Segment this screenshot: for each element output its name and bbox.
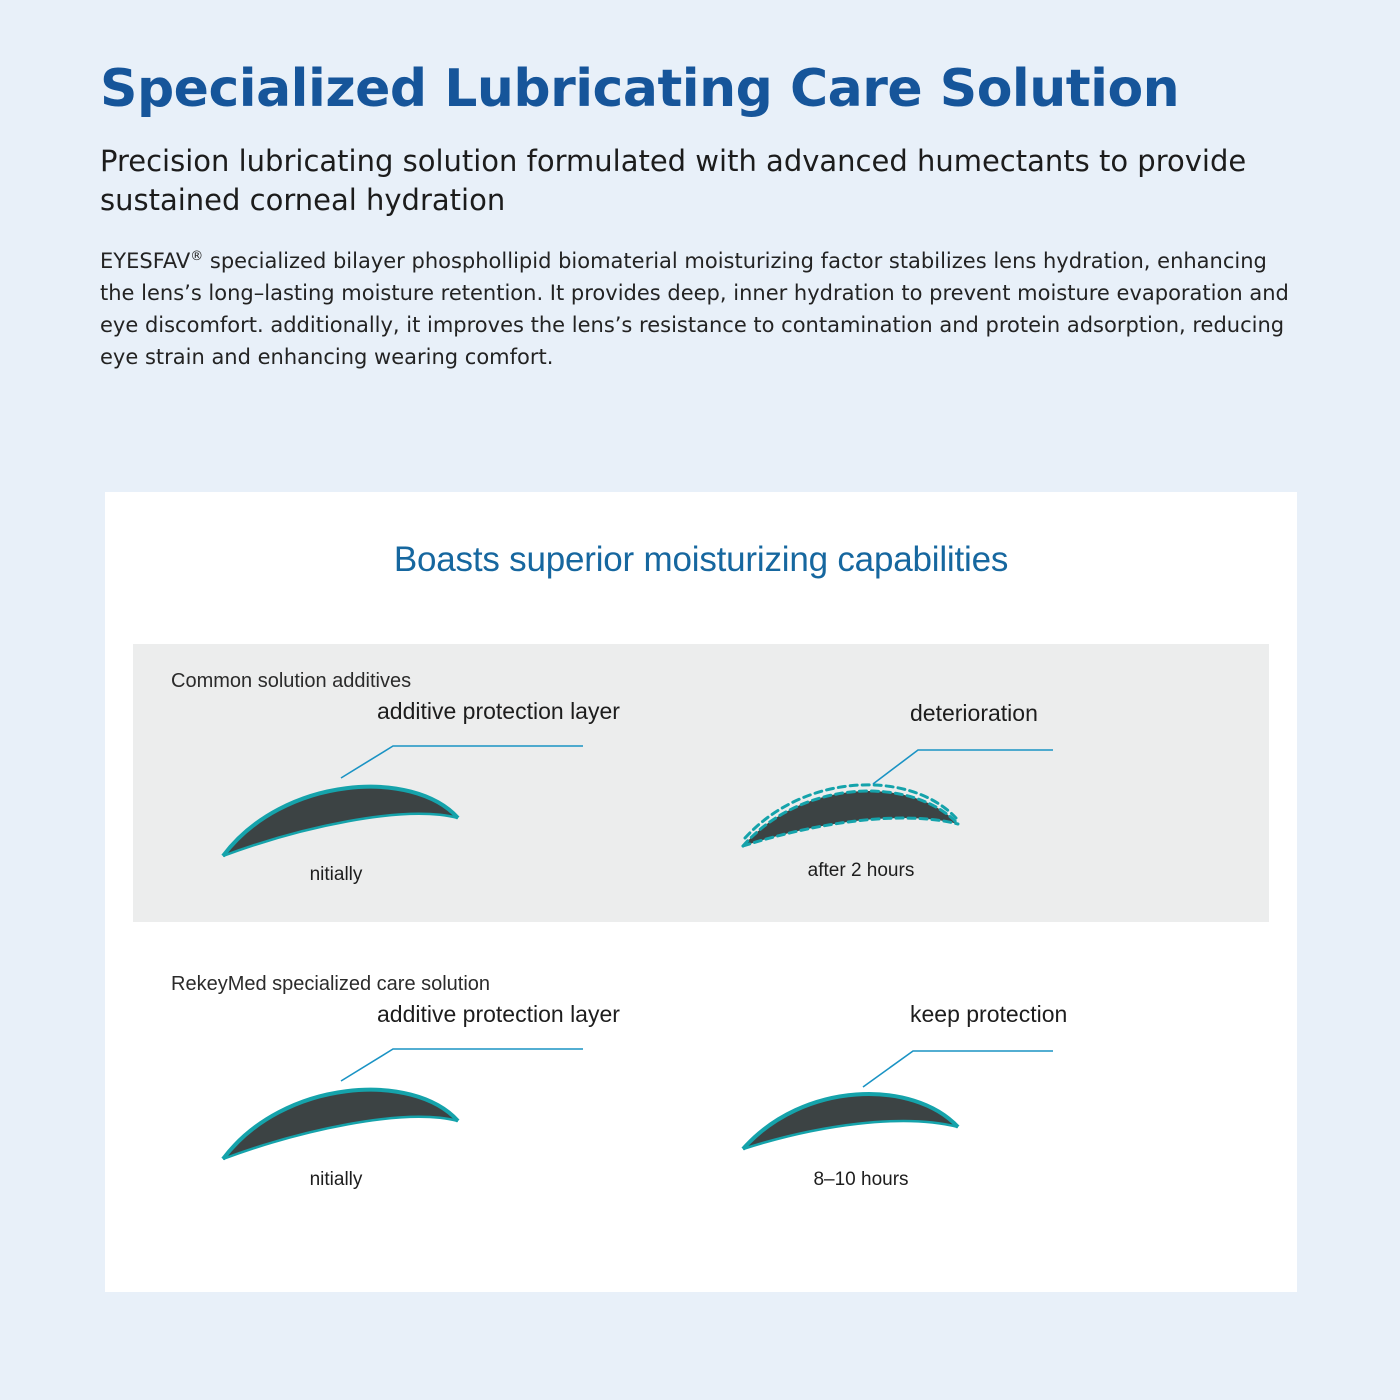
caption-rekey-initial: nitially [309,1169,363,1190]
callout-rekey-initial: additive protection layer [377,1001,620,1027]
caption-rekey-after: 8–10 hours [813,1169,909,1190]
lens-diagram-degraded-icon [723,706,1223,916]
lens-cell-rekey-after [723,1001,1223,1219]
block-common-solution [133,644,1269,922]
comparison-panel [105,492,1297,1292]
block-label-rekeymed: RekeyMed specialized care solution [171,973,491,995]
brand-name: EYESFAV [100,249,191,274]
callout-common-after: deterioration [910,700,1038,726]
page-subtitle: Precision lubricating solution formulated with advanced humectants to provide sustained corneal hydration [100,143,1247,217]
panel-title: Boasts superior moisturizing capabilities [393,540,1009,579]
caption-common-initial: nitially [309,864,363,885]
caption-common-after: after 2 hours [807,860,915,881]
block-rekeymed-solution [133,947,1269,1247]
lens-cell-rekey-initial [163,1001,663,1219]
lens-cell-common-initial [163,698,663,916]
callout-rekey-after: keep protection [910,1001,1068,1027]
body-text: specialized bilayer phosphollipid biomaterial moisturizing factor stabilizes lens hydration, enhancing the lens’s long–lasting moisture retention. It provides deep, inner hydration to prevent moisture evaporation and eye discomfort. additionally, it improves the lens’s resistance to contamination and protein adsorption, reducing eye strain and enhancing wearing comfort. [100,249,1289,369]
registered-mark: ® [190,249,204,265]
lens-cell-common-after [723,700,1223,916]
callout-common-initial: additive protection layer [377,698,620,724]
block-label-common: Common solution additives [171,670,412,692]
page-title: Specialized Lubricating Care Solution [100,59,1180,119]
body-paragraph [100,246,1300,374]
